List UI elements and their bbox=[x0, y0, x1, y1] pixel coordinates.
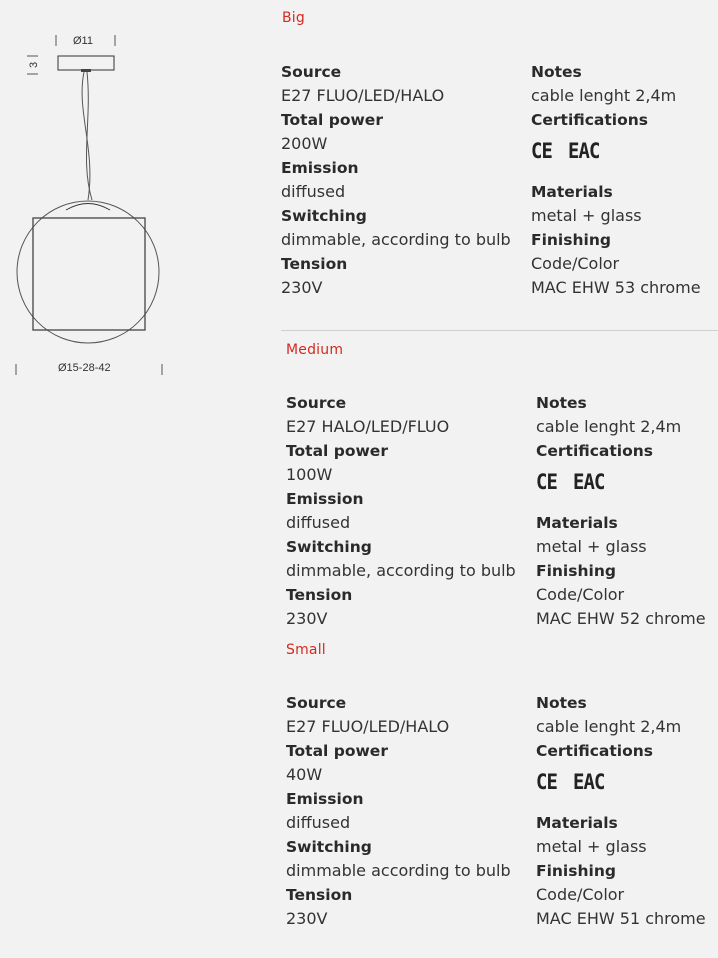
notes-value: cable lenght 2,4m bbox=[531, 86, 677, 105]
source-value: E27 FLUO/LED/HALO bbox=[281, 86, 445, 105]
eac-mark-icon: EAC bbox=[573, 470, 605, 494]
source-value: E27 FLUO/LED/HALO bbox=[286, 717, 450, 736]
body-diameter-label: Ø15-28-42 bbox=[58, 362, 111, 374]
tension-label: Tension bbox=[286, 586, 353, 604]
notes-label: Notes bbox=[531, 63, 582, 81]
switching-label: Switching bbox=[286, 538, 372, 556]
notes-value: cable lenght 2,4m bbox=[536, 717, 682, 736]
tension-value: 230V bbox=[281, 278, 323, 297]
switching-label: Switching bbox=[281, 207, 367, 225]
materials-label: Materials bbox=[536, 514, 618, 532]
total-power-value: 40W bbox=[286, 765, 323, 784]
finishing-value: Code/Color bbox=[531, 254, 620, 273]
notes-label: Notes bbox=[536, 694, 587, 712]
ce-mark-icon: CE bbox=[531, 139, 552, 163]
finishing-value: Code/Color bbox=[536, 585, 625, 604]
certification-marks bbox=[531, 134, 718, 168]
section-divider bbox=[281, 330, 718, 331]
emission-value: diffused bbox=[281, 182, 346, 201]
specs-right-column bbox=[536, 691, 718, 931]
eac-mark-icon: EAC bbox=[568, 139, 600, 163]
top-diameter-label: Ø11 bbox=[73, 35, 93, 47]
specs-right-column bbox=[531, 60, 718, 300]
top-height-label: 3 bbox=[28, 61, 40, 68]
total-power-label: Total power bbox=[281, 111, 383, 129]
ce-mark-icon: CE bbox=[536, 770, 557, 794]
materials-label: Materials bbox=[536, 814, 618, 832]
section-title: Medium bbox=[286, 342, 344, 358]
total-power-value: 200W bbox=[281, 134, 328, 153]
materials-value: metal + glass bbox=[536, 537, 647, 556]
tension-label: Tension bbox=[286, 886, 353, 904]
source-label: Source bbox=[281, 63, 342, 81]
materials-value: metal + glass bbox=[531, 206, 642, 225]
total-power-value: 100W bbox=[286, 465, 333, 484]
finishing-code: MAC EHW 53 chrome bbox=[531, 278, 701, 297]
specs-left-column bbox=[286, 691, 526, 931]
certifications-label: Certifications bbox=[531, 111, 649, 129]
emission-label: Emission bbox=[281, 159, 359, 177]
materials-value: metal + glass bbox=[536, 837, 647, 856]
switching-label: Switching bbox=[286, 838, 372, 856]
switching-value: dimmable, according to bulb bbox=[286, 561, 516, 580]
finishing-value: Code/Color bbox=[536, 885, 625, 904]
certification-marks bbox=[536, 465, 718, 499]
emission-label: Emission bbox=[286, 790, 364, 808]
source-label: Source bbox=[286, 694, 347, 712]
materials-label: Materials bbox=[531, 183, 613, 201]
certifications-label: Certifications bbox=[536, 442, 654, 460]
emission-label: Emission bbox=[286, 490, 364, 508]
ce-mark-icon: CE bbox=[536, 470, 557, 494]
finishing-label: Finishing bbox=[536, 562, 616, 580]
source-value: E27 HALO/LED/FLUO bbox=[286, 417, 450, 436]
emission-value: diffused bbox=[286, 513, 351, 532]
finishing-code: MAC EHW 51 chrome bbox=[536, 909, 706, 928]
total-power-label: Total power bbox=[286, 742, 388, 760]
lamp-technical-drawing bbox=[0, 0, 240, 400]
finishing-label: Finishing bbox=[531, 231, 611, 249]
finishing-label: Finishing bbox=[536, 862, 616, 880]
specs-right-column bbox=[536, 391, 718, 631]
section-title: Big bbox=[282, 10, 305, 26]
finishing-code: MAC EHW 52 chrome bbox=[536, 609, 706, 628]
tension-label: Tension bbox=[281, 255, 348, 273]
emission-value: diffused bbox=[286, 813, 351, 832]
switching-value: dimmable, according to bulb bbox=[281, 230, 511, 249]
notes-label: Notes bbox=[536, 394, 587, 412]
tension-value: 230V bbox=[286, 609, 328, 628]
switching-value: dimmable according to bulb bbox=[286, 861, 511, 880]
total-power-label: Total power bbox=[286, 442, 388, 460]
section-title: Small bbox=[286, 642, 326, 658]
notes-value: cable lenght 2,4m bbox=[536, 417, 682, 436]
specs-left-column bbox=[286, 391, 526, 631]
eac-mark-icon: EAC bbox=[573, 770, 605, 794]
source-label: Source bbox=[286, 394, 347, 412]
certification-marks bbox=[536, 765, 718, 799]
tension-value: 230V bbox=[286, 909, 328, 928]
certifications-label: Certifications bbox=[536, 742, 654, 760]
specs-left-column bbox=[281, 60, 521, 300]
